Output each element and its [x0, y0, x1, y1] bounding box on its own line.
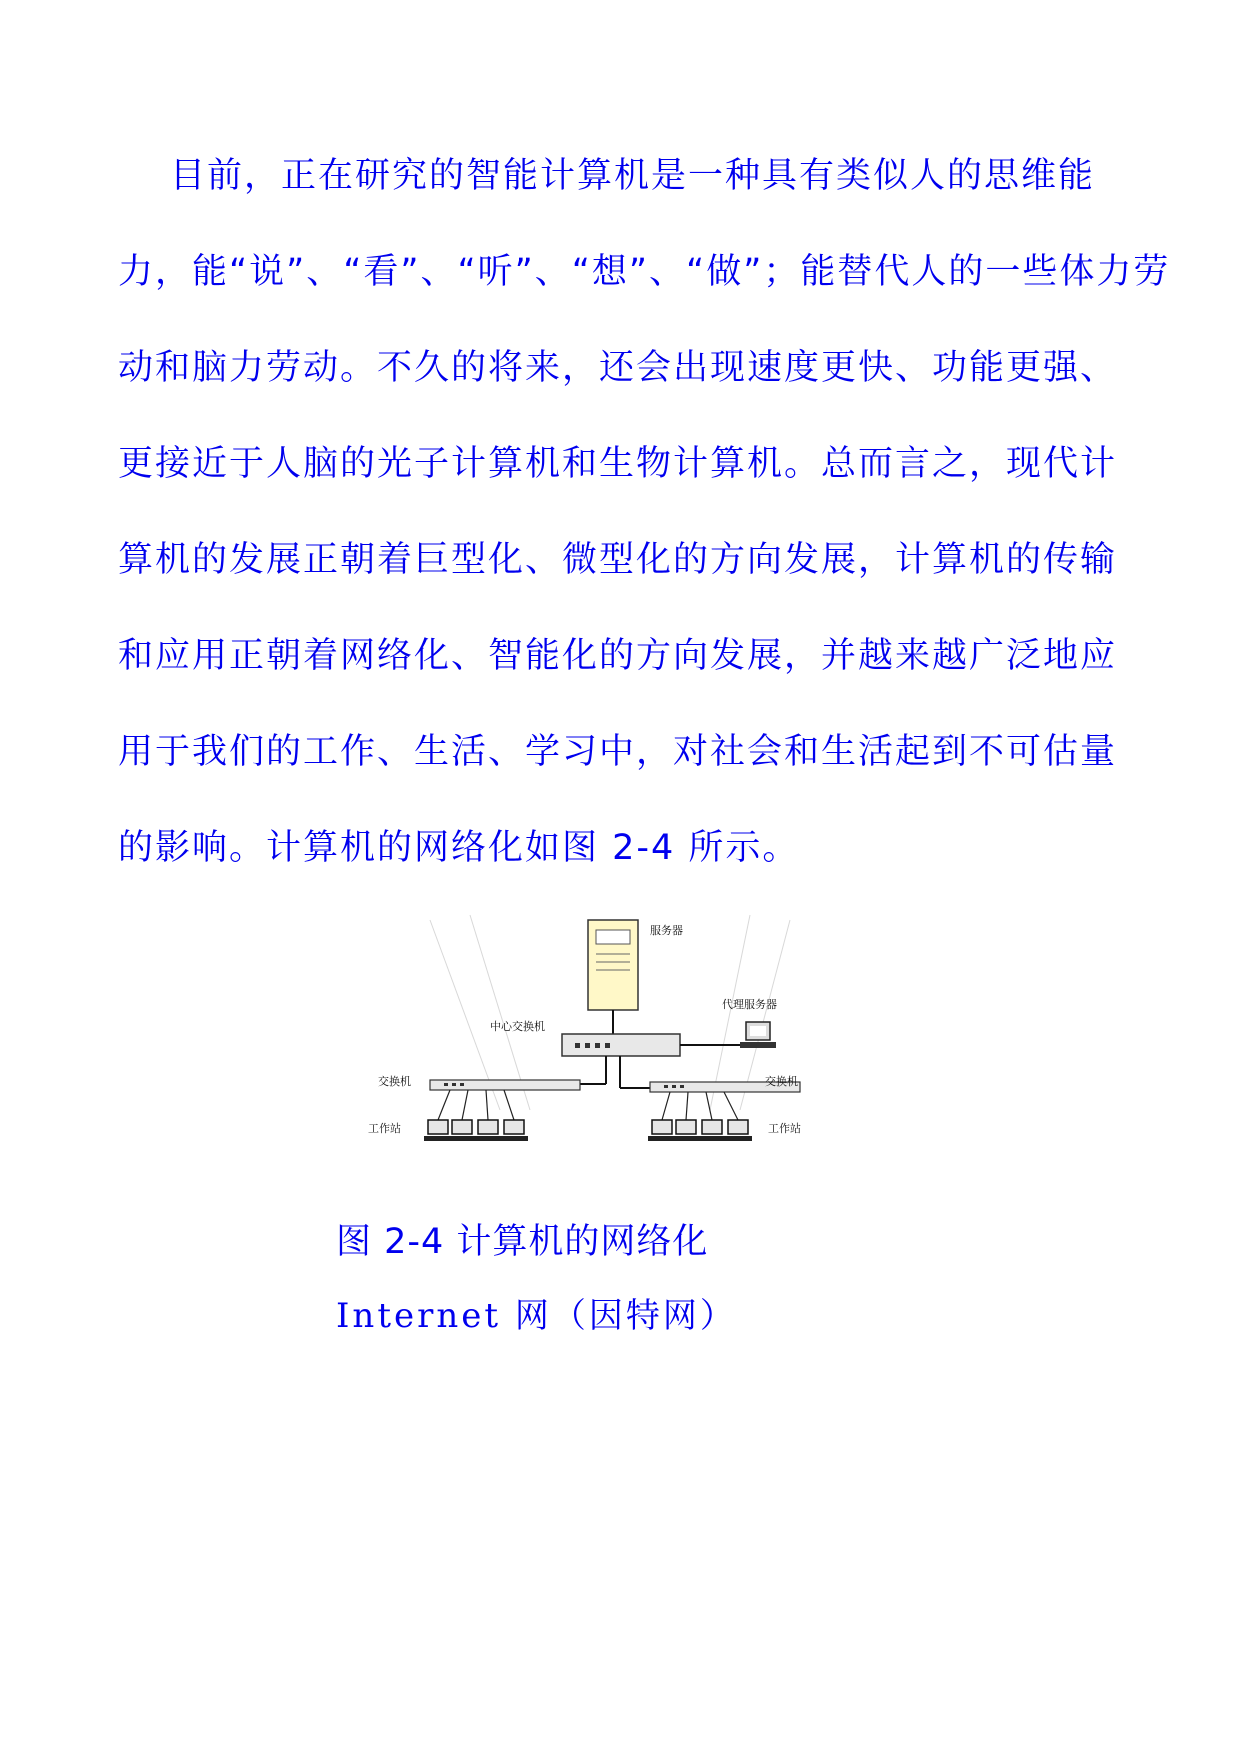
network-diagram [368, 910, 830, 1180]
server-icon [588, 920, 638, 1010]
right-workstations [648, 1120, 752, 1141]
workstation-icon [424, 1120, 452, 1141]
paragraph-line: 的影响。计算机的网络化如图 2-4 所示。 [118, 828, 800, 868]
central-switch-label: 中心交换机 [490, 1020, 545, 1033]
paragraph-line: 动和脑力劳动。不久的将来，还会出现速度更快、功能更强、 [118, 348, 1118, 388]
server-label: 服务器 [650, 924, 683, 937]
paragraph-line: 和应用正朝着网络化、智能化的方向发展，并越来越广泛地应 [118, 636, 1118, 676]
right-workstation-links [662, 1092, 738, 1120]
proxy-server-label: 代理服务器 [722, 998, 777, 1011]
workstation-icon [724, 1120, 752, 1141]
right-workstation-label: 工作站 [768, 1122, 801, 1135]
left-switch-icon [430, 1080, 580, 1090]
left-workstations [424, 1120, 528, 1141]
workstation-icon [672, 1120, 700, 1141]
left-workstation-label: 工作站 [368, 1122, 401, 1135]
figure-caption: 图 2-4 计算机的网络化 [336, 1222, 709, 1262]
network-diagram-svg [368, 910, 830, 1180]
left-workstation-links [438, 1090, 514, 1120]
right-switch-label: 交换机 [765, 1075, 798, 1088]
workstation-icon [448, 1120, 476, 1141]
central-switch-icon [562, 1034, 680, 1056]
workstation-icon [648, 1120, 676, 1141]
left-switch-label: 交换机 [378, 1075, 411, 1088]
paragraph-line: 用于我们的工作、生活、学习中，对社会和生活起到不可估量 [118, 732, 1118, 772]
section-subheading: Internet 网（因特网） [336, 1296, 737, 1336]
paragraph-line: 力，能“说”、“看”、“听”、“想”、“做”；能替代人的一些体力劳 [118, 252, 1171, 292]
workstation-icon [698, 1120, 726, 1141]
paragraph-line: 目前，正在研究的智能计算机是一种具有类似人的思维能 [170, 156, 1096, 196]
workstation-icon [500, 1120, 528, 1141]
body-paragraph [118, 128, 1171, 896]
proxy-computer-icon [740, 1022, 776, 1048]
paragraph-line: 算机的发展正朝着巨型化、微型化的方向发展，计算机的传输 [118, 540, 1118, 580]
workstation-icon [474, 1120, 502, 1141]
paragraph-line: 更接近于人脑的光子计算机和生物计算机。总而言之，现代计 [118, 444, 1118, 484]
